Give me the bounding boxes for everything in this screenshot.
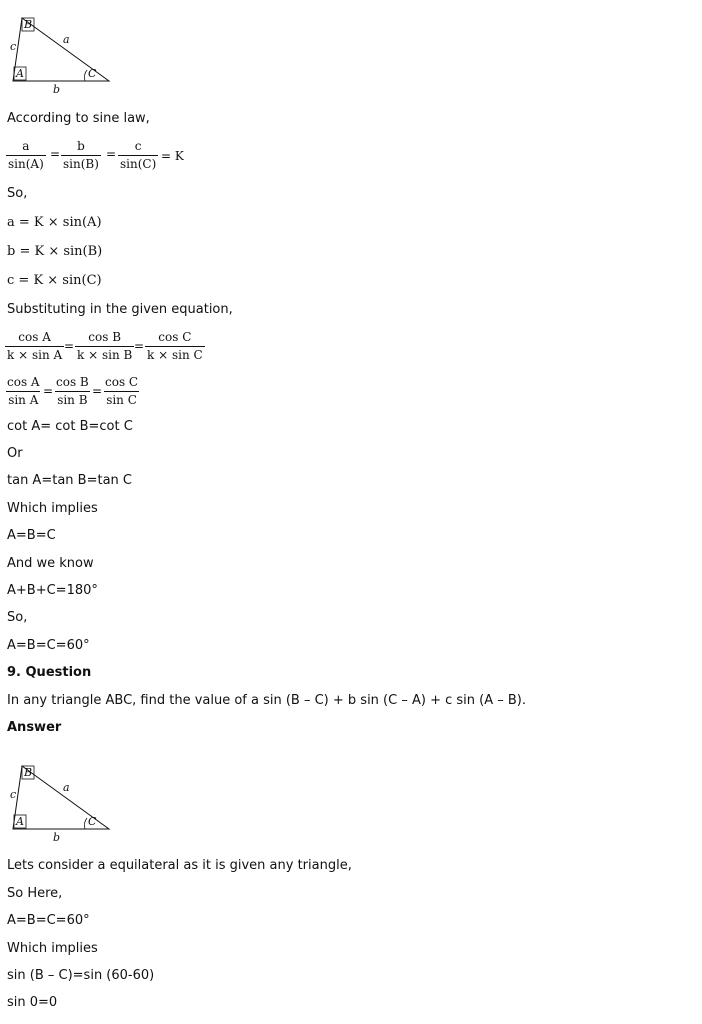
- angles-60-text: A=B=C=60°: [7, 913, 90, 928]
- or-text: Or: [7, 446, 23, 461]
- equals-k: = K: [161, 149, 184, 163]
- equation-c: c = K × sin(C): [7, 273, 102, 288]
- side-label-c: c: [10, 40, 17, 53]
- equals-sign: =: [106, 147, 117, 161]
- side-label-b: b: [53, 83, 61, 96]
- fraction-numerator: cos A: [18, 330, 51, 344]
- fraction-numerator: b: [77, 139, 85, 153]
- equals-sign: =: [50, 147, 61, 161]
- substitution-text: Substituting in the given equation,: [7, 302, 233, 317]
- fraction-denominator: sin(A): [8, 157, 44, 171]
- vertex-label-b: B: [24, 18, 33, 31]
- fraction-cos-b-over-sin-b: [54, 375, 91, 408]
- fraction-b-over-sin-b: [61, 139, 101, 172]
- question-heading: 9. Question: [7, 665, 92, 680]
- vertex-label-a: A: [16, 67, 24, 80]
- fraction-numerator: cos C: [158, 330, 192, 344]
- fraction-denominator: k × sin B: [77, 348, 133, 362]
- vertex-label-a: A: [16, 815, 24, 828]
- triangle-diagram: [5, 758, 115, 848]
- fraction-cos-a-over-k-sin-a: [5, 330, 64, 363]
- fraction-numerator: a: [22, 139, 30, 153]
- triangle-diagram: [5, 10, 115, 100]
- sin-b-minus-c-text: sin (B – C)=sin (60-60): [7, 968, 155, 983]
- fraction-cos-b-over-k-sin-b: [75, 330, 134, 363]
- tan-equation: tan A=tan B=tan C: [7, 473, 132, 488]
- so-text: So,: [7, 186, 28, 201]
- which-implies-text: Which implies: [7, 501, 98, 516]
- answer-label: Answer: [7, 720, 62, 735]
- fraction-numerator: cos C: [105, 375, 139, 389]
- fraction-a-over-sin-a: [6, 139, 46, 172]
- fraction-cos-a-over-sin-a: [5, 375, 42, 408]
- fraction-denominator: sin C: [106, 393, 137, 407]
- fraction-numerator: cos B: [56, 375, 89, 389]
- fraction-numerator: cos B: [88, 330, 122, 344]
- angle-arc-c: [84, 70, 87, 81]
- equals-sign: =: [43, 384, 54, 398]
- side-label-a: a: [63, 781, 70, 794]
- angles-equal-text: A=B=C: [7, 528, 56, 543]
- fraction-cos-c-over-sin-c: [103, 375, 140, 408]
- fraction-denominator: sin(C): [120, 157, 157, 171]
- so-here-text: So Here,: [7, 886, 63, 901]
- fraction-denominator: k × sin A: [7, 348, 63, 362]
- vertex-label-b: B: [24, 766, 33, 779]
- sin-zero-text: sin 0=0: [7, 995, 58, 1010]
- fraction-numerator: c: [134, 139, 142, 153]
- equals-sign: =: [92, 384, 103, 398]
- fraction-cos-c-over-k-sin-c: [145, 330, 205, 363]
- fraction-denominator: k × sin C: [147, 348, 203, 362]
- intro-text: According to sine law,: [7, 111, 150, 126]
- cot-equation: cot A= cot B=cot C: [7, 419, 133, 434]
- angle-sum-text: A+B+C=180°: [7, 583, 98, 598]
- and-we-know-text: And we know: [7, 556, 94, 571]
- side-label-a: a: [63, 33, 70, 46]
- fraction-denominator: sin A: [8, 393, 39, 407]
- equals-sign: =: [134, 339, 145, 353]
- equals-sign: =: [64, 339, 75, 353]
- angle-arc-c: [84, 818, 87, 829]
- question-text: In any triangle ABC, find the value of a sin (B – C) + b sin (C – A) + c sin (A – B).: [7, 693, 526, 708]
- fraction-denominator: sin(B): [63, 157, 99, 171]
- vertex-label-c: C: [88, 67, 97, 80]
- side-label-c: c: [10, 788, 17, 801]
- fraction-numerator: cos A: [7, 375, 40, 389]
- side-label-b: b: [53, 831, 61, 844]
- equation-b: b = K × sin(B): [7, 244, 103, 259]
- lets-consider-text: Lets consider a equilateral as it is given any triangle,: [7, 858, 352, 873]
- so-text: So,: [7, 610, 28, 625]
- fraction-c-over-sin-c: [118, 139, 158, 172]
- fraction-denominator: sin B: [57, 393, 88, 407]
- which-implies-text: Which implies: [7, 941, 98, 956]
- vertex-label-c: C: [88, 815, 97, 828]
- equation-a: a = K × sin(A): [7, 215, 102, 230]
- angles-60-text: A=B=C=60°: [7, 638, 90, 653]
